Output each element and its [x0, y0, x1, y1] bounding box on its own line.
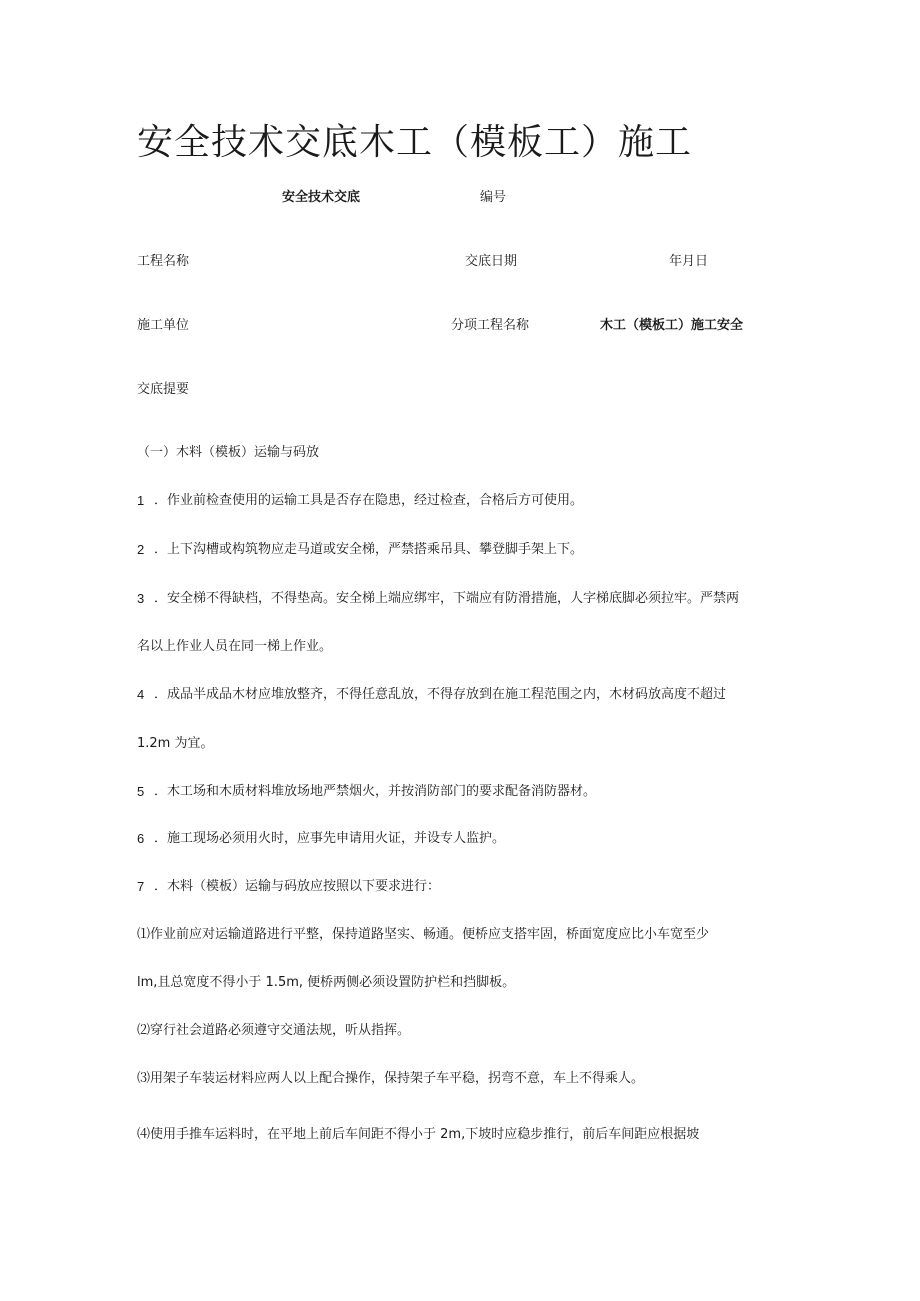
date-value: 年月日 [669, 254, 709, 269]
construction-unit-label: 施工单位 [137, 318, 190, 333]
sub-item-text: ⑴作业前应对运输道路进行平整，保持道路坚实、畅通。便桥应支搭牢固，桥面宽度应比小车宽至少 [137, 927, 710, 942]
item-text-continued: 1.2m 为宜。 [137, 736, 214, 751]
item-text: ．木工场和木质材料堆放场地严禁烟火，并按消防部门的要求配备消防器材。 [154, 784, 597, 799]
item-text: ．木料（模板）运输与码放应按照以下要求进行： [154, 879, 441, 894]
project-name-label: 工程名称 [137, 254, 190, 269]
item-text: ．成品半成品木材应堆放整齐，不得任意乱放，不得存放到在施工程范围之内，木材码放高度不超过 [154, 687, 727, 702]
sub-item-text: ⑷使用手推车运料时，在平地上前后车间距不得小于 2m,下坡时应稳步推行，前后车间距应根据坡 [137, 1127, 700, 1142]
date-label: 交底日期 [465, 254, 518, 269]
item-number: 7 [137, 879, 145, 894]
item-number: 6 [137, 831, 145, 846]
item-number: 1 [137, 493, 145, 508]
item-text: ．施工现场必须用火时，应事先申请用火证，并设专人监护。 [154, 831, 506, 846]
item-text: ．作业前检查使用的运输工具是否存在隐患，经过检查，合格后方可使用。 [154, 493, 584, 508]
item-text-continued: 名以上作业人员在同一梯上作业。 [137, 639, 333, 654]
item-number: 3 [137, 591, 145, 606]
sub-item-text: ⑵穿行社会道路必须遵守交通法规，听从指挥。 [137, 1023, 411, 1038]
sub-project-value: 木工（模板工）施工安全 [600, 318, 744, 333]
item-text: ．上下沟槽或构筑物应走马道或安全梯，严禁搭乘吊具、攀登脚手架上下。 [154, 542, 584, 557]
sub-item-text: ⑶用架子车装运材料应两人以上配合操作，保持架子车平稳，拐弯不意，车上不得乘人。 [137, 1071, 645, 1086]
item-number: 2 [137, 542, 145, 557]
item-text: ．安全梯不得缺档，不得垫高。安全梯上端应绑牢，下端应有防滑措施，人字梯底脚必须拉牢。严禁两 [154, 591, 740, 606]
section-heading: （一）木料（模板）运输与码放 [137, 445, 320, 460]
sub-project-label: 分项工程名称 [451, 318, 530, 333]
summary-label: 交底提要 [137, 382, 190, 397]
item-number: 5 [137, 784, 145, 799]
item-number: 4 [137, 687, 145, 702]
sub-item-text-continued: lm,且总宽度不得小于 1.5m, 便桥两侧必须设置防护栏和挡脚板。 [137, 975, 516, 990]
heading-label: 安全技术交底 [282, 190, 361, 205]
number-label: 编号 [480, 190, 507, 205]
document-title: 安全技术交底木工（模板工）施工 [137, 122, 693, 163]
